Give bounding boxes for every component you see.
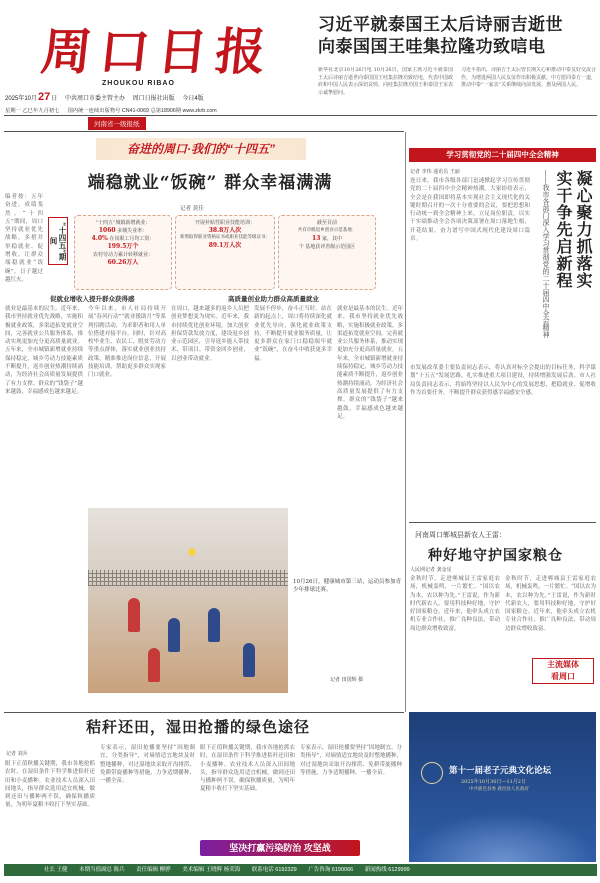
footer-item: 美术编辑 王晓辉 杨荣海 bbox=[182, 867, 241, 873]
footer-item: 社长 王健 bbox=[44, 867, 68, 873]
photo-net bbox=[88, 570, 288, 586]
rail-vertical-title bbox=[533, 170, 595, 360]
rail2-kicker: 河南周口郸城县新农人王雷： bbox=[415, 531, 506, 539]
headline-line1: 习近平就泰国王太后诗丽吉逝世 bbox=[318, 15, 563, 34]
photo-caption: 10月26日，健康城市第三站，运动员参加青少年排球比赛。 bbox=[293, 579, 401, 594]
player-figure bbox=[243, 643, 255, 677]
rail2-text-1: 金秋时节，走进郸城县王雷家庭农场，机械轰鸣，一片繁忙。“国以农为本，农以种为先。”王雷说，作为新时代新农人，要用科技种好地，守护好国家粮仓。近年来，他牵头成立农机专业合作社，推广良种良法，带动周边群众增收致富。 bbox=[410, 576, 500, 632]
rail2-byline: 人民网记者 龚金星 bbox=[410, 567, 452, 573]
rail-byline: 记者 李伟 通讯员 王丽 bbox=[410, 169, 460, 175]
stat-value: 1060 bbox=[98, 227, 116, 234]
bottom-rule bbox=[4, 712, 404, 713]
stats-box-1: “十四五”城镇新增就业： 1060 多城失业率： 4.0% 在岗职工月均工资： 199.5万个 农村劳动力累计转移就业： 60.26万人 bbox=[74, 215, 172, 290]
masthead-publisher: 周口日报社出版 bbox=[132, 96, 175, 102]
stat-value: 13 bbox=[312, 235, 321, 242]
forum-title: 第十一届老子元典文化论坛 bbox=[449, 766, 552, 776]
stat-value: 199.5万个 bbox=[107, 243, 139, 250]
rail-vsub: ——我市各部门深入学习贯彻党的二十届四中全会精神 bbox=[542, 170, 550, 338]
stats-box-3: 截至目前 共有市级返乡创业示范基地： 13 家，其中 个 基地获评省级示范园区 bbox=[278, 215, 376, 290]
stat-value: 60.26万人 bbox=[107, 259, 139, 266]
article-col-2: 今年以来，市人社局持续开展“春风行动”“就业援助月”等系列招聘活动，为求职者和用人单位搭建对接平台。同时，针对高校毕业生、农民工、脱贫劳动力等重点群体，落实就业创业扶持政策，精准推送岗位信息，开展技能培训，帮助更多群众实现家门口就业。 bbox=[88, 306, 166, 379]
bottom-byline: 记者 刘兵 bbox=[6, 751, 28, 757]
bottom-text-3: 眼下正值秋播关键期，我市各地抢抓农时，在湿田条件下科学推进秸秆还田和小麦播种。农业技术人员深入田间地头，指导群众选用适宜机械，做到还田与播种两不误，确保秋播质量，为明年夏粮丰收打下坚实基础。 bbox=[200, 745, 295, 793]
lead-column-divider bbox=[405, 132, 406, 712]
bottom-text-4: 专家表示，湿田抢播要坚持“因地制宜、分类指导”，对墒情适宜地块及时整地播种，对过湿地块采取开沟排涝、免耕带旋播种等措施，力争适期播种、一播全苗。 bbox=[300, 745, 402, 776]
forum-date: 2025年10月30日—11月2日 bbox=[461, 779, 526, 785]
volleyball bbox=[188, 548, 196, 556]
forum-ad bbox=[409, 712, 596, 862]
bottom-text-2: 专家表示，湿田抢播要坚持“因地制宜、分类指导”，对墒情适宜地块及时整地播种，对过湿地块采取开沟排涝、免耕带旋播种等措施，力争适期播种、一播全苗。 bbox=[100, 745, 195, 785]
player-figure bbox=[148, 648, 160, 682]
article-col-1: 就业是最基本的民生。近年来，我市坚持就业优先战略，实施积极就业政策，多渠道拓宽就业空间，完善就业公共服务体系，推动实现更加充分更高质量就业。五年来，全市城镇新增就业持续保持稳定，城乡劳动力技能素质不断提升，返乡创业热潮持续涌动，为经济社会高质量发展提供了有力支撑。群众的“钱袋子”越来越鼓，幸福感成色越来越足。 bbox=[5, 306, 83, 395]
stats-box-2: 开展补贴性职业技能培训： 38.8万人次 新增取得职业资格证书或职业技能等级证书： 89.1万人次 bbox=[175, 215, 275, 290]
masthead-pages: 今日4版 bbox=[182, 96, 204, 102]
media-badge: 主流媒体 看周口 bbox=[532, 658, 594, 684]
lead-top-rule bbox=[4, 131, 404, 132]
article-col-3: 在周口，越来越多的返乡人员把创业梦想变为现实。近年来，我市持续优化创业环境，加大创业担保贷款发放力度，建设返乡创业示范园区，引导返乡能人带技术、带项目、带资金回乡创业，以创业带动就业。 bbox=[171, 306, 249, 362]
footer-item: 责任编辑 柳骅 bbox=[136, 867, 171, 873]
article-col-5: 就业是最基本的民生。近年来，我市坚持就业优先战略，实施积极就业政策，多渠道拓宽就业空间，完善就业公共服务体系，推动实现更加充分更高质量就业。五年来，全市城镇新增就业持续保持稳定，城乡劳动力技能素质不断提升，返乡创业热潮持续涌动，为经济社会高质量发展提供了有力支撑。群众的“钱袋子”越来越鼓，幸福感成色越来越足。 bbox=[337, 306, 403, 420]
stat-value: 4.0% bbox=[91, 235, 108, 242]
rail-vtitle-2: 实干争先启新程 bbox=[554, 170, 573, 289]
player-figure bbox=[208, 608, 220, 642]
headline-body-right: 习近平指出，诗丽吉王太后曾长期关心和推动中泰友好交流合作，为增进两国人民友谊作出积极贡献。中方愿同泰方一道，推动中泰“一家亲”关系继续向前发展，惠及两国人民。 bbox=[461, 67, 596, 88]
footer-item: 新闻热线 6129999 bbox=[364, 867, 410, 873]
bottom-text-1: 眼下正值秋播关键期，我市各地抢抓农时，在湿田条件下科学推进秸秆还田和小麦播种。农业技术人员深入田间地头，指导群众选用适宜机械，做到还田与播种两不误，确保秋播质量，为明年夏粮丰收打下坚实基础。 bbox=[5, 761, 95, 809]
masthead-org: 中共周口市委主管主办 bbox=[64, 96, 125, 102]
headline-body-left: 新华社北京10月26日电 10月26日，国家主席习近平就泰国王太后诗丽吉逝世向泰国国王哇集拉隆功致唁电，代表中国政府和中国人民表示深切哀悼，向哇集拉隆功国王和泰国王室表示诚挚慰问。 bbox=[318, 67, 453, 96]
rail-header: 学习贯彻党的二十届四中全会精神 bbox=[409, 148, 596, 162]
rail-divider bbox=[409, 522, 596, 523]
subheading-1: 促就业增收入提升群众获得感 bbox=[50, 295, 135, 303]
masthead-meta: 星期一 乙巳年九月初七 国内统一连续出版物号 CN41-0069 总第18906期 www.zkrb.com bbox=[5, 108, 217, 114]
article-col-4: 发展不停步，奋斗正当时。站在新的起点上，周口将持续深化就业优先导向，强化就业政策支持，不断提升就业服务质量，让更多群众在家门口稳稳端牢就业“饭碗”，在奋斗中收获更多幸福。 bbox=[254, 306, 332, 362]
masthead-date: 2025年10月27日 中共周口市委主管主办 周口日报社出版 今日4版 bbox=[5, 91, 204, 103]
date-day: 27 bbox=[38, 91, 51, 103]
masthead-title: 周口日报 bbox=[38, 22, 277, 81]
rail2-text-2: 金秋时节，走进郸城县王雷家庭农场，机械轰鸣，一片繁忙。“国以农为本，农以种为先。”王雷说，作为新时代新农人，要用科技种好地，守护好国家粮仓。近年来，他牵头成立农机专业合作社，推广良种良法，带动周边群众增收致富。 bbox=[505, 576, 596, 632]
region-badge: 河南省一级报纸 bbox=[88, 117, 146, 130]
player-figure bbox=[128, 598, 140, 632]
stat-value: 89.1万人次 bbox=[208, 241, 242, 249]
footer-item: 本期当值副总 陈兵 bbox=[79, 867, 125, 873]
footer-item: 广告咨询 6190066 bbox=[308, 867, 354, 873]
forum-logo bbox=[421, 762, 443, 784]
headline bbox=[318, 14, 596, 58]
lead-banner: 奋进的周口·我们的“十四五” bbox=[96, 138, 306, 160]
lead-photo bbox=[88, 508, 288, 693]
stat-value: 38.8万人次 bbox=[208, 227, 242, 234]
masthead-rule bbox=[4, 115, 597, 116]
lead-intro: 编者按：五年奋进，成绩斐然。“十四五”期间，周口坚持就业优先战略，多措并举稳就业、促增收，让群众端稳就业“饭碗”，日子越过越红火。 bbox=[5, 194, 43, 283]
headline-line2: 向泰国国王哇集拉隆功致唁电 bbox=[318, 37, 546, 56]
slogan-banner: 坚决打赢污染防治 攻坚战 bbox=[200, 840, 360, 856]
forum-wave bbox=[409, 812, 596, 862]
rail-text-2: 市发展改革委主要负责同志表示，将认真对标全会提出的目标任务，科学谋划“十五五”发展思路，扎实推进重大项目建设，持续增强发展后劲。市人社局负责同志表示，将始终坚持以人民为中心的发展思想，把稳就业、促增收作为首要任务，不断提升群众获得感幸福感安全感。 bbox=[410, 365, 596, 396]
masthead bbox=[22, 12, 312, 102]
bottom-title: 秸秆还田，湿田抢播的绿色途径 bbox=[86, 718, 311, 736]
lead-byline: 记者 黄佳 bbox=[180, 206, 204, 212]
photo-credit: 记者 田国辉 摄 bbox=[330, 677, 364, 683]
rail-text: 连日来，我市各级各部门迅速掀起学习宣传贯彻党的二十届四中全会精神热潮。大家纷纷表示，全会是在我国即将基本实现社会主义现代化的关键时期召开的一次十分重要的会议，要把思想和行动统一到全会精神上来，立足岗位职责，以实干实绩推动全会各项决策部署在周口落地生根、开花结果，奋力谱写中国式现代化建设周口篇章。 bbox=[410, 178, 530, 243]
rail-vtitle-1: 凝心聚力抓落实 bbox=[574, 170, 593, 289]
footer-bar bbox=[4, 864, 597, 876]
masthead-pinyin: ZHOUKOU RIBAO bbox=[102, 80, 175, 87]
footer-item: 联系电话 6192329 bbox=[251, 867, 297, 873]
forum-org: 中共鹿邑县委 鹿邑县人民政府 bbox=[469, 787, 529, 792]
lead-side-mark: “十四五”期间 bbox=[48, 217, 68, 265]
player-figure bbox=[168, 618, 180, 652]
rail2-title: 种好地守护国家粮仓 bbox=[428, 548, 563, 564]
lead-title: 端稳就业“饭碗” 群众幸福满满 bbox=[87, 173, 333, 193]
subheading-2: 高质量创业助力群众高质量就业 bbox=[228, 295, 319, 303]
